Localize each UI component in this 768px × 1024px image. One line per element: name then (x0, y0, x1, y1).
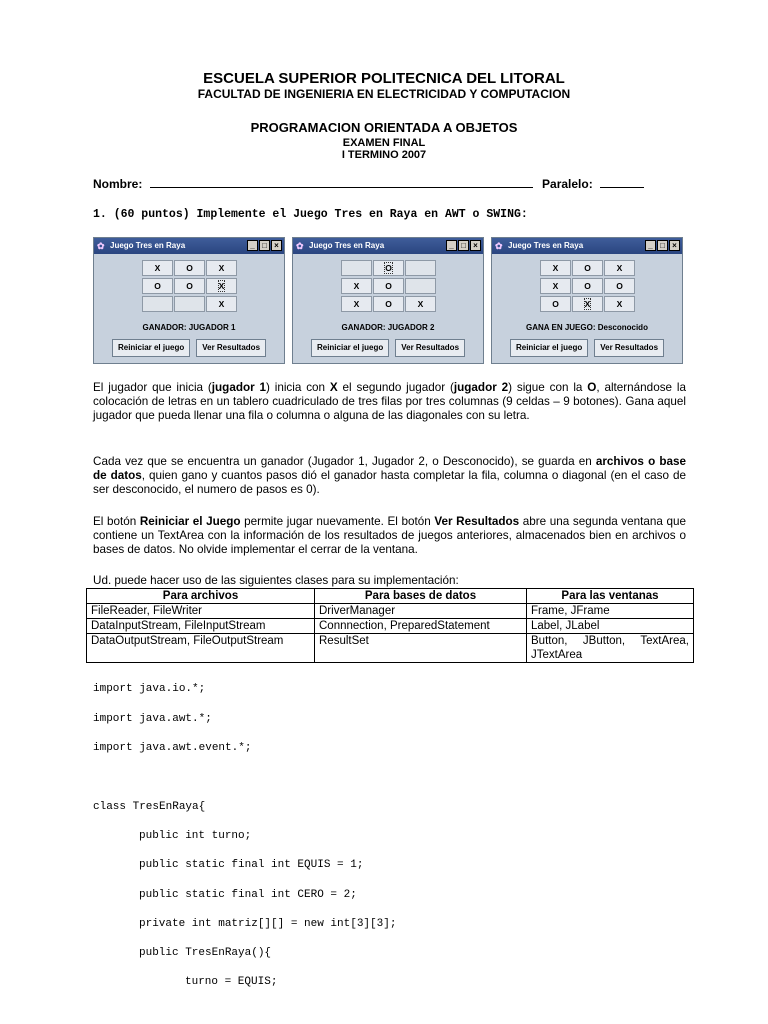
cell-mark: O (385, 263, 392, 273)
school-title: ESCUELA SUPERIOR POLITECNICA DEL LITORAL (203, 70, 565, 87)
board-cell-button[interactable] (540, 260, 571, 276)
term-title: I TERMINO 2007 (341, 149, 427, 161)
paragraph-4: Ud. puede hacer uso de las siguientes clases para su implementación: (93, 574, 459, 587)
table-cell: Frame, JFrame (527, 604, 694, 619)
cell-mark: X (417, 299, 424, 309)
close-icon[interactable]: × (271, 240, 282, 251)
reset-game-button[interactable]: Reiniciar el juego (112, 339, 190, 357)
board-cell-button[interactable] (572, 278, 603, 294)
p3-bold-reiniciar: Reiniciar el Juego (139, 515, 241, 528)
p3-text: permite jugar nuevamente. El botón (240, 515, 435, 528)
status-label: GANADOR: JUGADOR 1 (142, 323, 236, 332)
view-results-button[interactable]: Ver Resultados (395, 339, 465, 357)
code-line: private int matriz[][] = new int[3][3]; (139, 918, 397, 930)
table-cell: Button, JButton, TextArea, JTextArea (527, 634, 694, 663)
cell-mark: O (186, 281, 193, 291)
board-cell-button[interactable] (572, 296, 603, 312)
table-cell: ResultSet (315, 634, 527, 663)
board-cell-button[interactable] (572, 260, 603, 276)
code-line: class TresEnRaya{ (93, 801, 206, 813)
board-cell-button[interactable] (142, 260, 173, 276)
cell-mark: X (584, 299, 591, 309)
p1-bold-jugador1: jugador 1 (211, 381, 266, 394)
board-cell-button[interactable] (174, 260, 205, 276)
cell-mark: X (616, 299, 623, 309)
table-cell: Label, JLabel (527, 619, 694, 634)
view-results-button[interactable]: Ver Resultados (594, 339, 664, 357)
paralelo-label: Paralelo: (542, 177, 593, 191)
code-line: public static final int EQUIS = 1; (139, 859, 364, 871)
p1-bold-x: X (329, 381, 338, 394)
classes-table (86, 588, 694, 663)
board-grid (341, 260, 437, 313)
game-window-1 (93, 237, 285, 364)
p3-bold-ver: Ver Resultados (434, 515, 520, 528)
paragraph-1 (93, 381, 686, 423)
window-title: Juego Tres en Raya (309, 241, 385, 250)
board-cell-button[interactable] (341, 260, 372, 276)
cell-mark: X (218, 281, 225, 291)
window-title: Juego Tres en Raya (508, 241, 584, 250)
board-grid (540, 260, 636, 313)
board-cell-button[interactable] (405, 260, 436, 276)
p1-text: ) inicia con (266, 381, 330, 394)
board-cell-button[interactable] (604, 278, 635, 294)
p2-text: Cada vez que se encuentra un ganador (Jugador 1, Jugador 2, o Desconocido), se guarda en (93, 455, 596, 468)
cell-mark: X (154, 263, 161, 273)
course-title: PROGRAMACION ORIENTADA A OBJETOS (250, 120, 518, 135)
cell-mark: X (616, 263, 623, 273)
code-line: turno = EQUIS; (185, 976, 278, 988)
p1-text: El jugador que inicia ( (93, 381, 212, 394)
p3-text: El botón (93, 515, 140, 528)
name-row (93, 177, 653, 191)
code-line: public static final int CERO = 2; (139, 889, 357, 901)
java-app-icon: ✿ (296, 241, 304, 251)
table-header: Para las ventanas (527, 589, 694, 604)
code-line: public TresEnRaya(){ (139, 947, 272, 959)
p2-bold: archivos o base de datos (93, 455, 686, 482)
cell-mark: X (218, 299, 225, 309)
close-icon[interactable]: × (669, 240, 680, 251)
game-window-3 (491, 237, 683, 364)
table-header-row (87, 589, 694, 604)
board-cell-button[interactable] (341, 278, 372, 294)
board-cell-button[interactable] (341, 296, 372, 312)
exam-title: EXAMEN FINAL (342, 137, 426, 149)
board-cell-button[interactable] (373, 296, 404, 312)
table-row (87, 619, 694, 634)
faculty-title: FACULTAD DE INGENIERIA EN ELECTRICIDAD Y COMPUTACION (197, 87, 571, 101)
window-title: Juego Tres en Raya (110, 241, 186, 250)
close-icon[interactable]: × (470, 240, 481, 251)
cell-mark: X (552, 281, 559, 291)
board-cell-button[interactable] (373, 278, 404, 294)
minimize-icon[interactable]: _ (247, 240, 258, 251)
maximize-icon[interactable]: □ (259, 240, 270, 251)
cell-mark: X (353, 299, 360, 309)
table-row (87, 634, 694, 663)
reset-game-button[interactable]: Reiniciar el juego (510, 339, 588, 357)
p1-text: , alternándose la colocación de letras en un tablero cuadriculado de tres filas por tres columnas (9 celdas – 9 botones). Gana aquel jugador que pueda llenar una fila o columna o alguna de las diagonales con su letra. (93, 381, 686, 422)
cell-mark: O (385, 299, 392, 309)
minimize-icon[interactable]: _ (446, 240, 457, 251)
cell-mark: O (385, 281, 392, 291)
cell-mark: X (353, 281, 360, 291)
paragraph-2 (93, 455, 686, 497)
code-line: import java.awt.event.*; (93, 742, 252, 754)
paralelo-blank[interactable] (600, 177, 644, 188)
code-line: public int turno; (139, 830, 252, 842)
board-cell-button[interactable] (206, 278, 237, 294)
cell-mark: O (154, 281, 161, 291)
board-cell-button[interactable] (373, 260, 404, 276)
status-label: GANA EN JUEGO: Desconocido (526, 323, 648, 332)
board-cell-button[interactable] (174, 278, 205, 294)
window-titlebar[interactable] (492, 238, 682, 254)
cell-mark: O (186, 263, 193, 273)
board-cell-button[interactable] (206, 296, 237, 312)
table-row (87, 604, 694, 619)
window-titlebar[interactable] (94, 238, 284, 254)
maximize-icon[interactable]: □ (657, 240, 668, 251)
board-cell-button[interactable] (142, 296, 173, 312)
question-title: 1. (60 puntos) Implemente el Juego Tres en Raya en AWT o SWING: (93, 208, 528, 221)
table-cell: DriverManager (315, 604, 527, 619)
cell-mark: O (552, 299, 559, 309)
board-cell-button[interactable] (604, 296, 635, 312)
window-titlebar[interactable] (293, 238, 483, 254)
p3-text: abre una segunda ventana que contiene un TextArea con la información de los resultados de juegos anteriores, almacenados bien en archivos o bases de datos. No olvide implementar el cerrar de la ventana. (93, 515, 686, 556)
p1-bold-jugador2: jugador 2 (453, 381, 509, 394)
maximize-icon[interactable]: □ (458, 240, 469, 251)
board-cell-button[interactable] (540, 296, 571, 312)
p1-text: ) sigue con la (508, 381, 588, 394)
cell-mark: X (552, 263, 559, 273)
java-app-icon: ✿ (97, 241, 105, 251)
p1-text: el segundo jugador ( (337, 381, 454, 394)
table-header: Para bases de datos (315, 589, 527, 604)
p2-text: , quien gano y cuantos pasos dió el ganador hasta completar la fila, columna o diagonal (en el caso de ser desconocido, el numero de pasos es 0). (93, 469, 686, 496)
board-cell-button[interactable] (405, 278, 436, 294)
code-line: import java.awt.*; (93, 713, 212, 725)
board-cell-button[interactable] (604, 260, 635, 276)
table-cell: DataOutputStream, FileOutputStream (87, 634, 315, 663)
table-cell: Connnection, PreparedStatement (315, 619, 527, 634)
table-cell: FileReader, FileWriter (87, 604, 315, 619)
nombre-label: Nombre: (93, 177, 143, 191)
table-header: Para archivos (87, 589, 315, 604)
cell-mark: O (584, 263, 591, 273)
code-line: import java.io.*; (93, 683, 206, 695)
board-cell-button[interactable] (540, 278, 571, 294)
nombre-blank[interactable] (150, 177, 533, 188)
board-grid (142, 260, 238, 313)
cell-mark: X (218, 263, 225, 273)
cell-mark: O (584, 281, 591, 291)
table-cell: DataInputStream, FileInputStream (87, 619, 315, 634)
view-results-button[interactable]: Ver Resultados (196, 339, 266, 357)
board-cell-button[interactable] (206, 260, 237, 276)
board-cell-button[interactable] (142, 278, 173, 294)
paragraph-3 (93, 515, 686, 557)
reset-game-button[interactable]: Reiniciar el juego (311, 339, 389, 357)
status-label: GANADOR: JUGADOR 2 (341, 323, 435, 332)
minimize-icon[interactable]: _ (645, 240, 656, 251)
game-window-2 (292, 237, 484, 364)
board-cell-button[interactable] (174, 296, 205, 312)
java-app-icon: ✿ (495, 241, 503, 251)
cell-mark: O (616, 281, 623, 291)
p1-bold-o: O (587, 381, 597, 394)
board-cell-button[interactable] (405, 296, 436, 312)
